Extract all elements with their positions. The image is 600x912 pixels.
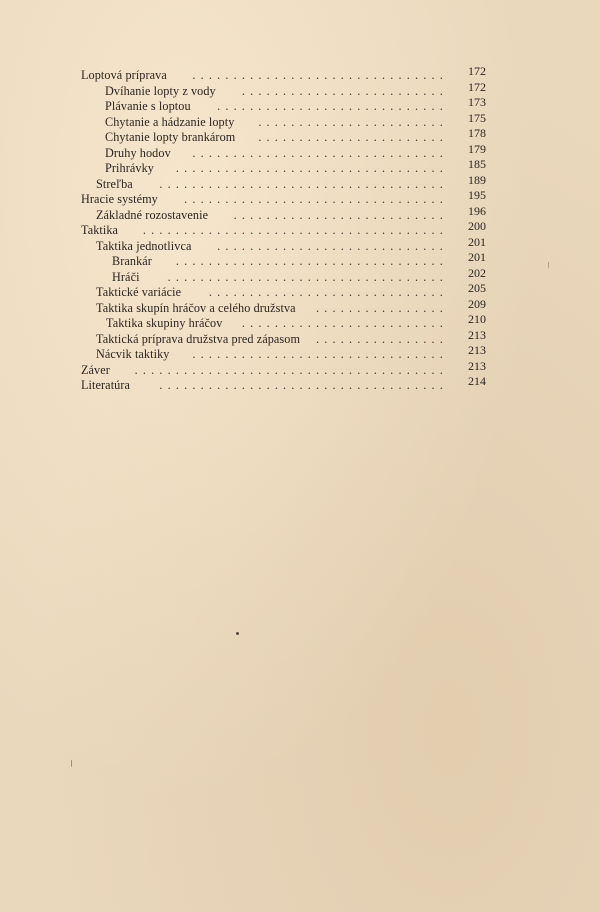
dot-leader: .......................: [258, 114, 448, 129]
dot-leader: .........................: [241, 83, 448, 98]
toc-entry-title: Taktika jednotlivca: [96, 238, 192, 253]
toc-entry: [81, 343, 486, 363]
toc-entry-title: Hracie systémy: [81, 192, 158, 206]
toc-entry-page-number: 201: [468, 250, 486, 264]
toc-entry: [81, 110, 486, 131]
toc-entry-title: Taktické variácie: [96, 285, 182, 299]
toc-entry-title: Základné rozostavenie: [96, 207, 209, 222]
dot-leader: ................: [316, 300, 448, 315]
toc-entry-page-number: 189: [468, 172, 486, 187]
toc-entry: [81, 172, 486, 193]
toc-entry-title: Taktika skupín hráčov a celého družstva: [96, 300, 296, 315]
dot-leader: ............................: [217, 99, 448, 113]
dot-leader: ................: [316, 331, 448, 346]
toc-entry-page-number: 185: [468, 157, 486, 171]
paper-speck: [236, 632, 239, 635]
toc-entry: [81, 234, 486, 255]
toc-entry-page-number: 213: [468, 327, 486, 342]
dot-leader: ...............................: [192, 68, 448, 82]
toc-entry-page-number: 213: [468, 358, 486, 373]
dot-leader: ................................: [184, 192, 448, 206]
toc-entry: [81, 374, 486, 394]
toc-entry: [81, 188, 486, 208]
toc-entry: [81, 327, 486, 348]
toc-entry-title: Brankár: [112, 254, 152, 268]
toc-entry-page-number: 209: [468, 296, 486, 311]
toc-entry-title: Prihrávky: [105, 161, 154, 175]
paper-speck: [548, 262, 549, 268]
toc-entry: [81, 265, 486, 286]
dot-leader: .......................: [258, 130, 448, 144]
toc-entry: [81, 79, 486, 100]
toc-entry-page-number: 210: [468, 312, 486, 326]
toc-entry: [81, 126, 486, 146]
toc-entry: [81, 296, 486, 317]
toc-entry-page-number: 175: [468, 110, 486, 125]
toc-entry-title: Chytanie lopty brankárom: [105, 130, 236, 144]
toc-entry: [81, 358, 486, 379]
toc-entry-title: Loptová príprava: [81, 68, 167, 82]
toc-entry-page-number: 205: [468, 281, 486, 295]
dot-leader: ..........................: [233, 207, 448, 222]
toc-entry-page-number: 172: [468, 64, 486, 78]
toc-entry-title: Literatúra: [81, 378, 131, 392]
dot-leader: ...............................: [192, 347, 448, 361]
toc-entry-page-number: 200: [468, 219, 486, 233]
toc-entry-page-number: 173: [468, 95, 486, 109]
toc-entry-page-number: 201: [468, 234, 486, 249]
dot-leader: ...................................: [159, 378, 448, 392]
dot-leader: .................................: [175, 161, 448, 175]
dot-leader: .........................: [241, 316, 448, 330]
toc-entry: [81, 281, 486, 301]
toc-entry-page-number: 202: [468, 265, 486, 280]
dot-leader: ......................................: [134, 362, 448, 377]
toc-entry-title: Chytanie a hádzanie lopty: [105, 114, 235, 129]
dot-leader: ..................................: [167, 269, 448, 284]
toc-entry: [81, 157, 486, 177]
toc-entry-page-number: 178: [468, 126, 486, 140]
toc-entry: [81, 312, 486, 332]
toc-entry-page-number: 213: [468, 343, 486, 357]
toc-entry: [81, 203, 486, 224]
dot-leader: .....................................: [142, 223, 448, 237]
table-of-contents: [81, 64, 486, 394]
toc-entry: [81, 95, 486, 115]
toc-entry-page-number: 195: [468, 188, 486, 202]
toc-entry-title: Taktika: [81, 223, 119, 237]
toc-entry-page-number: 214: [468, 374, 486, 388]
toc-entry-title: Dvíhanie lopty z vody: [105, 83, 216, 98]
toc-entry-title: Nácvik taktiky: [96, 347, 170, 361]
toc-entry-title: Druhy hodov: [105, 145, 171, 160]
toc-entry-title: Streľba: [96, 176, 133, 191]
dot-leader: .............................: [208, 285, 448, 299]
toc-entry-title: Hráči: [112, 269, 140, 284]
toc-entry-title: Plávanie s loptou: [105, 99, 191, 113]
toc-entry: [81, 250, 486, 270]
toc-entry-page-number: 172: [468, 79, 486, 94]
dot-leader: .................................: [175, 254, 448, 268]
toc-entry: [81, 141, 486, 162]
toc-entry-page-number: 179: [468, 141, 486, 156]
paper-speck: [71, 760, 72, 767]
dot-leader: ...................................: [159, 176, 448, 191]
dot-leader: ...............................: [192, 145, 448, 160]
toc-entry-title: Taktika skupiny hráčov: [106, 316, 223, 330]
toc-entry: [81, 219, 486, 239]
dot-leader: ............................: [217, 238, 448, 253]
toc-entry-page-number: 196: [468, 203, 486, 218]
toc-entry-title: Taktická príprava družstva pred zápasom: [96, 331, 301, 346]
toc-entry-title: Záver: [81, 362, 110, 377]
toc-entry: [81, 64, 486, 84]
